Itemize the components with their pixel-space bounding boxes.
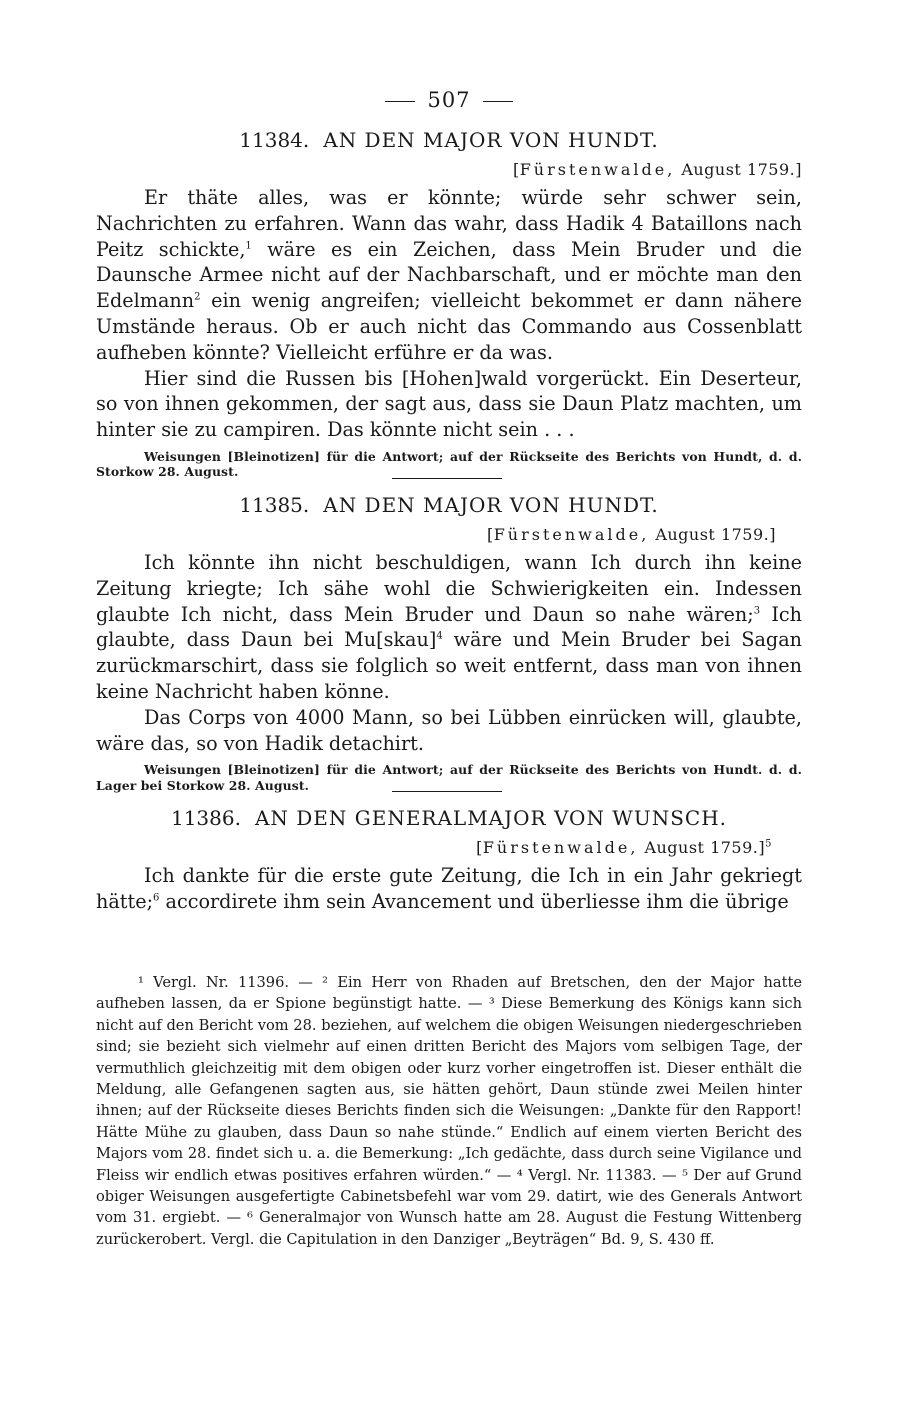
text-run: accordirete ihm sein Avancement und überliesse ihm die übrige <box>159 890 789 914</box>
letter-section <box>96 493 802 792</box>
date-text: August 1759.] <box>681 160 802 179</box>
letters <box>96 128 802 915</box>
text-run: Ich dankte für die erste gute Zeitung, die Ich in ein Jahr gekriegt hätte; <box>96 864 802 914</box>
text-run: Das Corps von 4000 Mann, so bei Lübben einrücken will, glaubte, wäre das, so von Hadik detachirt. <box>96 705 802 755</box>
body-paragraph <box>96 705 802 757</box>
date-bracket: [ <box>476 838 483 858</box>
date-bracket: [ <box>512 160 520 179</box>
section-rule <box>392 478 502 479</box>
text-run: wäre es ein Zeichen, dass Mein Bruder und die Daunsche Armee nicht auf der Nachbarschaft, und er möchte man den Edelmann <box>96 237 802 313</box>
letter-number: 11385. <box>239 492 310 517</box>
letter-number: 11386. <box>170 806 241 831</box>
folio-dash-left <box>385 101 415 102</box>
footnote-ref: 1 <box>245 240 252 252</box>
folio-number: 507 <box>427 88 471 112</box>
letter-recipient: AN DEN MAJOR VON HUNDT. <box>323 128 659 152</box>
body-paragraph <box>96 185 802 366</box>
source-note: Weisungen [Bleinotizen] für die Antwort; auf der Rückseite des Berichts von Hundt, d. d. Storkow 28. August. <box>96 448 802 480</box>
body-paragraph <box>96 550 802 705</box>
letter-recipient: AN DEN MAJOR VON HUNDT. <box>323 492 659 517</box>
source-note: Weisungen [Bleinotizen] für die Antwort; auf der Rückseite des Berichts von Hundt. d. d. Lager bei Storkow 28. August. <box>96 762 802 793</box>
letter-date <box>96 160 802 179</box>
footnotes: ¹ Vergl. Nr. 11396. — ² Ein Herr von Rhaden auf Bretschen, den der Major hatte aufheben lassen, da er Spione begünstigt hatte. — ³ Diese Bemerkung des Königs kann sich nicht auf den Bericht vom 28. beziehen, auf welchem die obigen Weisungen niedergeschrieben sind; sie bezieht sich vielmehr auf einen dritten Bericht des Majors vom selbigen Tage, der vermuthlich gleichzeitig mit dem obigen oder kurz vorher eingetroffen ist. Dieser enthält die Meldung, alle Gefangenen sagten aus, sie hätten gehört, Daun stünde zwei Meilen hinter ihnen; auf der Rückseite dieses Berichts finden sich die Weisungen: „Dankte für den Rapport! Hätte Mühe zu glauben, dass Daun so nahe stünde.“ Endlich auf einem vierten Bericht des Majors vom 28. findet sich u. a. die Bemerkung: „Ich gedächte, dass durch seine Vigilance und Fleiss wir endlich etwas positives erfahren würden.“ — ⁴ Vergl. Nr. 11383. — ⁵ Der auf Grund obiger Weisungen ausgefertigte Cabinetsbefehl war vom 29. datirt, wie des Generals Antwort vom 31. ergiebt. — ⁶ Generalmajor von Wunsch hatte am 28. August die Festung Wittenberg zurückerobert. Vergl. die Capitulation in den Danziger „Beyträgen“ Bd. 9, S. 430 ff. <box>96 974 802 1248</box>
body-paragraph <box>96 863 802 915</box>
letter-body <box>96 550 802 756</box>
text-run: Ich könnte ihn nicht beschuldigen, wann Ich durch ihn keine Zeitung kriegte; Ich sähe wohl die Schwierigkeiten ein. Indessen glaubte Ich nicht, dass Mein Bruder und Daun so nahe wären; <box>96 550 802 626</box>
date-place: Fürstenwalde, <box>482 838 639 858</box>
text-run: Ich glaubte, dass Daun bei Mu[skau] <box>96 602 802 652</box>
footnote-ref: 4 <box>436 630 443 642</box>
footnote-ref: 5 <box>765 839 772 851</box>
letter-recipient: AN DEN GENERALMAJOR VON WUNSCH. <box>254 806 728 831</box>
section-rule <box>392 791 502 792</box>
text-run: Hier sind die Russen bis [Hohen]wald vorgerückt. Ein Deserteur, so von ihnen gekommen, der sagt aus, dass sie Daun Platz machten, um hinter sie zu campiren. Das könnte nicht sein . . . <box>96 366 802 442</box>
footnote-ref: 3 <box>753 605 761 617</box>
date-place: Fürstenwalde, <box>493 524 650 544</box>
letter-section <box>96 128 802 479</box>
page-number <box>96 88 802 114</box>
letter-section <box>96 806 802 915</box>
date-place: Fürstenwalde, <box>519 160 676 179</box>
letter-body <box>96 863 802 915</box>
date-bracket: [ <box>486 524 494 544</box>
page <box>96 88 802 915</box>
letter-number: 11384. <box>239 128 310 152</box>
text-run: Er thäte alles, was er könnte; würde sehr schwer sein, Nachrichten zu erfahren. Wann das wahr, dass Hadik 4 Bataillons nach Peitz schickte, <box>96 186 802 261</box>
footnote-ref: 2 <box>194 291 201 303</box>
text-run: ein wenig angreifen; vielleicht bekommet er dann nähere Umstände heraus. Ob er auch nicht das Commando aus Cossenblatt aufheben könnte? Vielleicht erführe er da was. <box>96 289 802 364</box>
letter-heading <box>96 493 802 517</box>
footnote-ref: 6 <box>153 892 160 904</box>
letter-date <box>96 838 802 857</box>
date-text: August 1759.] <box>655 524 776 544</box>
letter-heading <box>96 806 802 830</box>
date-text: August 1759.] <box>644 838 766 858</box>
letter-heading <box>96 128 802 152</box>
letter-body <box>96 185 802 443</box>
body-paragraph <box>96 366 802 443</box>
folio-dash-right <box>483 101 513 102</box>
text-run: wäre und Mein Bruder bei Sagan zurückmarschirt, dass sie folglich so weit entfernt, dass man von ihnen keine Nachricht haben könne. <box>96 628 802 703</box>
letter-date <box>96 525 802 544</box>
